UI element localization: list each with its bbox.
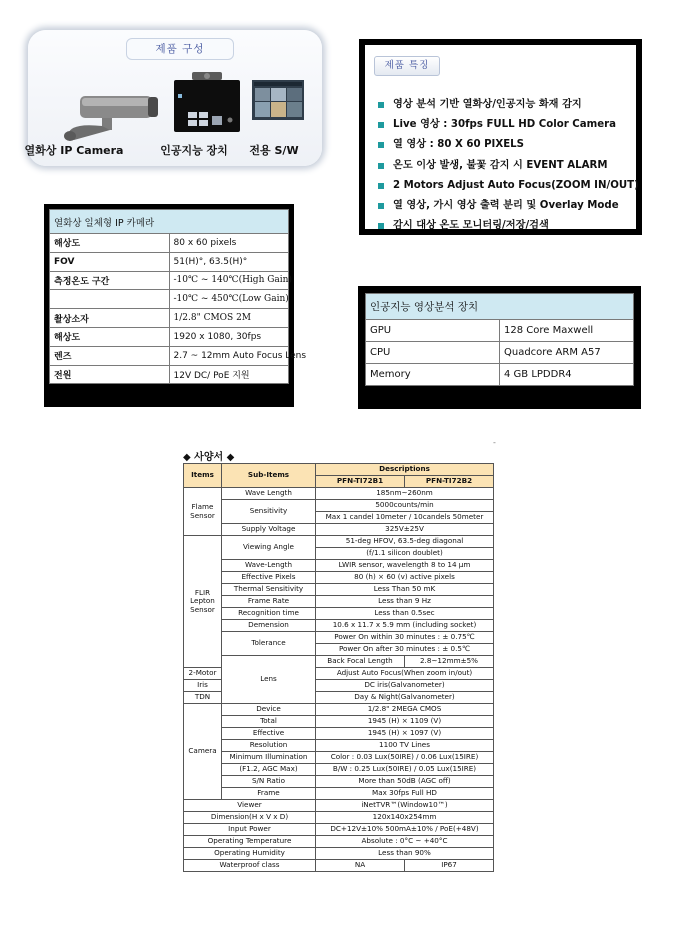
square-bullet-icon [378, 223, 384, 229]
thermal-spec-title: 열화상 일체형 IP 카메라 [50, 210, 289, 234]
ai-spec-title: 인공지능 영상분석 장치 [366, 294, 634, 320]
ai-device-icon [172, 72, 242, 134]
col-header-items: Items [184, 464, 222, 488]
table-row: 측정온도 구간 -10℃ ~ 140℃(High Gain) [50, 271, 289, 290]
table-row: 해상도 80 x 60 pixels [50, 234, 289, 253]
table-row: 해상도 1920 x 1080, 30fps [50, 327, 289, 346]
thermal-camera-icon [62, 92, 160, 142]
table-row: Input Power DC+12V±10% 500mA±10% / PoE(+48V) [184, 824, 494, 836]
composition-panel [24, 30, 322, 166]
table-row: Camera Device 1/2.8" 2MEGA CMOS [184, 704, 494, 716]
feature-item: 2 Motors Adjust Auto Focus(ZOOM IN/OUT) [378, 176, 639, 196]
features-title: 제품 특징 [374, 56, 440, 76]
table-row: Viewer iNetTVR™(Window10™) [184, 800, 494, 812]
feature-item: 열 영상 : 80 X 60 PIXELS [378, 135, 639, 155]
table-row: Flame Sensor Wave Length 185nm~260nm [184, 488, 494, 500]
square-bullet-icon [378, 122, 384, 128]
table-row: Minimum Illumination Color : 0.03 Lux(50IRE) / 0.06 Lux(15IRE) [184, 752, 494, 764]
feature-item: Live 영상 : 30fps FULL HD Color Camera [378, 115, 639, 135]
composition-label-ai-device: 인공지능 장치 [160, 144, 228, 157]
table-row: 2-Motor Adjust Auto Focus(When zoom in/out) [184, 668, 494, 680]
table-row: Thermal Sensitivity Less Than 50 mK [184, 584, 494, 596]
table-row: Lens Back Focal Length 2.8~12mm±5% [184, 656, 494, 668]
table-row: S/N Ratio More than 50dB (AGC off) [184, 776, 494, 788]
table-row: Frame Rate Less than 9 Hz [184, 596, 494, 608]
thermal-camera-spec-table [49, 209, 307, 384]
features-panel [359, 39, 642, 235]
col-header-model-2: PFN-TI72B2 [405, 476, 494, 488]
table-row: Operating Temperature Absolute : 0°C ~ +40°C [184, 836, 494, 848]
table-row: Iris DC iris(Galvanometer) [184, 680, 494, 692]
col-header-sub-items: Sub-Items [222, 464, 316, 488]
feature-item: 온도 이상 발생, 불꽃 감지 시 EVENT ALARM [378, 156, 639, 176]
table-row: Wave-Length LWIR sensor, wavelength 8 to 14 μm [184, 560, 494, 572]
square-bullet-icon [378, 203, 384, 209]
table-row: Supply Voltage 325V±25V [184, 524, 494, 536]
composition-label-camera: 열화상 IP Camera [24, 144, 124, 157]
table-row: Dimension(H x V x D) 120x140x254mm [184, 812, 494, 824]
thermal-camera-spec-box [44, 204, 307, 407]
table-row: FLIR Lepton Sensor Viewing Angle 51-deg HFOV, 63.5-deg diagonal [184, 536, 494, 548]
spec-sheet-title: ◆ 사양서 ◆ [183, 452, 235, 463]
table-row: Effective 1945 (H) × 1097 (V) [184, 728, 494, 740]
table-row: Power On after 30 minutes : ± 0.5℃ [184, 644, 494, 656]
table-row: Total 1945 (H) × 1109 (V) [184, 716, 494, 728]
table-row: Waterproof class NA IP67 [184, 860, 494, 872]
composition-title: 제품 구성 [126, 38, 234, 60]
ai-device-spec-box [358, 286, 641, 409]
feature-item: 영상 분석 기반 열화상/인공지능 화재 감지 [378, 95, 639, 115]
table-row: Operating Humidity Less than 90% [184, 848, 494, 860]
software-screenshot-icon [252, 80, 304, 120]
table-row: 렌즈 2.7 ~ 12mm Auto Focus Lens [50, 346, 289, 365]
features-list [378, 95, 639, 236]
col-header-descriptions: Descriptions [316, 464, 494, 476]
spec-sheet-table [183, 463, 494, 872]
table-row: Demension 10.6 x 11.7 x 5.9 mm (including socket) [184, 620, 494, 632]
composition-label-software: 전용 S/W [249, 144, 299, 157]
table-row: (f/1.1 silicon doublet) [184, 548, 494, 560]
table-row: GPU 128 Core Maxwell [366, 320, 634, 342]
table-row: 촬상소자 1/2.8" CMOS 2M [50, 309, 289, 328]
square-bullet-icon [378, 163, 384, 169]
table-row: Resolution 1100 TV Lines [184, 740, 494, 752]
table-row: 전원 12V DC/ PoE 지원 [50, 365, 289, 384]
table-row: Frame Max 30fps Full HD [184, 788, 494, 800]
table-row: Tolerance Power On within 30 minutes : ± 0.75℃ [184, 632, 494, 644]
stray-mark: - [493, 438, 496, 447]
table-row: CPU Quadcore ARM A57 [366, 342, 634, 364]
square-bullet-icon [378, 102, 384, 108]
table-row: TDN Day & Night(Galvanometer) [184, 692, 494, 704]
square-bullet-icon [378, 142, 384, 148]
table-row: -10℃ ~ 450℃(Low Gain) [50, 290, 289, 309]
table-row: Recognition time Less than 0.5sec [184, 608, 494, 620]
ai-device-spec-table [365, 293, 634, 386]
col-header-model-1: PFN-TI72B1 [316, 476, 405, 488]
feature-item: 열 영상, 가시 영상 출력 분리 및 Overlay Mode [378, 196, 639, 216]
table-row: Sensitivity 5000counts/min [184, 500, 494, 512]
table-row: (F1.2, AGC Max) B/W : 0.25 Lux(50IRE) / 0.05 Lux(15IRE) [184, 764, 494, 776]
table-row: Effective Pixels 80 (h) × 60 (v) active pixels [184, 572, 494, 584]
table-row: Memory 4 GB LPDDR4 [366, 364, 634, 386]
square-bullet-icon [378, 183, 384, 189]
table-row: FOV 51(H)°, 63.5(H)° [50, 252, 289, 271]
table-row: Max 1 candel 10meter / 10candels 50meter [184, 512, 494, 524]
feature-item: 감시 대상 온도 모니터링/저장/검색 [378, 216, 639, 236]
